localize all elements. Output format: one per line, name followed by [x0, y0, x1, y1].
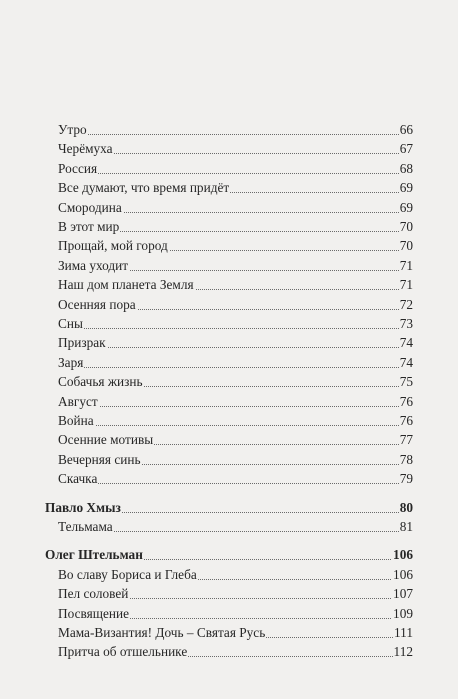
toc-entry-row	[0, 392, 458, 411]
dot-leader	[58, 173, 413, 174]
toc-page-number: 71	[399, 257, 413, 273]
dot-leader	[58, 406, 413, 407]
toc-page-number: 77	[399, 432, 413, 448]
toc-entry-title: Во славу Бориса и Глеба	[58, 566, 197, 582]
toc-entry-title: Смородина	[58, 199, 122, 215]
dot-leader	[58, 367, 413, 368]
toc-entry-title: Август	[58, 393, 98, 409]
toc-page-number: 69	[399, 180, 413, 196]
toc-entry-row	[0, 236, 458, 255]
toc-page-number: 66	[399, 122, 413, 137]
toc-entry-row	[0, 623, 458, 642]
toc-entry-row	[0, 120, 458, 139]
toc-entry-row	[0, 604, 458, 623]
dot-leader	[58, 483, 413, 484]
toc-entry-row	[0, 450, 458, 469]
toc-entry-row	[0, 295, 458, 314]
toc-entry-row	[0, 430, 458, 449]
toc-page-number: 74	[399, 335, 413, 351]
toc-entry-row	[0, 469, 458, 488]
toc-page-number: 67	[399, 141, 413, 157]
toc-entry-row	[0, 517, 458, 536]
dot-leader	[58, 425, 413, 426]
toc-entry-title: Тельмама	[58, 519, 113, 534]
toc-entry-title: Посвящение	[58, 605, 129, 621]
toc-page-number: 109	[393, 605, 413, 621]
toc-page-number: 75	[399, 374, 413, 390]
toc-entry-row	[0, 139, 458, 158]
toc-entry-title: Прощай, мой город	[58, 238, 168, 254]
toc-entry-title: Скачка	[58, 471, 98, 487]
toc-entry-row	[0, 178, 458, 197]
toc-entry-row	[0, 584, 458, 603]
toc-entry-title: Черёмуха	[58, 141, 113, 157]
toc-page-number: 107	[393, 586, 413, 602]
toc-page-number: 79	[399, 471, 413, 487]
toc-entry-row	[0, 372, 458, 391]
toc-entry-title: Собачья жизнь	[58, 374, 143, 390]
toc-author-row	[0, 498, 458, 517]
dot-leader	[58, 134, 413, 135]
toc-page-number: 74	[399, 354, 413, 370]
toc-page-number: 73	[399, 316, 413, 331]
toc-page-number: 112	[393, 644, 413, 660]
toc-entry-title: Наш дом планета Земля	[58, 277, 194, 293]
toc-entry-title: Утро	[58, 122, 87, 137]
dot-leader	[58, 347, 413, 348]
toc-entry-row	[0, 314, 458, 333]
toc-page-number: 71	[399, 277, 413, 293]
toc-entry-row	[0, 256, 458, 275]
toc-entry-row	[0, 642, 458, 661]
toc-page-number: 106	[393, 566, 413, 582]
toc-entry-title: Призрак	[58, 335, 106, 351]
toc-entry-title: Вечерняя синь	[58, 451, 141, 467]
toc-entry-row	[0, 411, 458, 430]
toc-entry-title: Сны	[58, 316, 83, 331]
toc-entry-title: Мама-Византия! Дочь – Святая Русь	[58, 625, 266, 640]
toc-entry-title: Все думают, что время придёт	[58, 180, 230, 196]
toc-author-name: Павло Хмыз	[45, 499, 121, 515]
toc-entry-title: Притча об отшельнике	[58, 644, 188, 660]
toc-page-number: 76	[399, 413, 413, 428]
toc-page-number: 81	[399, 519, 413, 534]
toc-page-number: 111	[394, 625, 413, 640]
toc-entry-row	[0, 565, 458, 584]
toc-page-number: 70	[399, 238, 413, 254]
toc-page-number: 76	[399, 393, 413, 409]
toc-entry-title: Пел соловей	[58, 586, 129, 602]
toc-entry-title: Осенняя пора	[58, 296, 136, 312]
toc-entry-row	[0, 353, 458, 372]
toc-entry-row	[0, 159, 458, 178]
toc-page-number: 69	[399, 199, 413, 215]
toc-entry-row	[0, 198, 458, 217]
toc-author-row	[0, 545, 458, 564]
dot-leader	[58, 328, 413, 329]
toc-entry-row	[0, 217, 458, 236]
toc-page-number: 80	[399, 499, 413, 515]
toc-page-number: 72	[399, 296, 413, 312]
toc-entry-title: Война	[58, 413, 94, 428]
toc-page-number: 68	[399, 160, 413, 176]
toc-entry-row	[0, 333, 458, 352]
toc-page-number: 106	[393, 547, 413, 563]
toc-entry-row	[0, 275, 458, 294]
toc-entry-title: В этот мир	[58, 219, 120, 234]
toc-entry-title: Россия	[58, 160, 98, 176]
toc-entry-title: Осенние мотивы	[58, 432, 154, 448]
toc-page-number: 70	[399, 219, 413, 234]
toc-entry-title: Заря	[58, 354, 84, 370]
toc-page-number: 78	[399, 451, 413, 467]
toc-author-name: Олег Штельман	[45, 547, 143, 563]
toc-entry-title: Зима уходит	[58, 257, 129, 273]
